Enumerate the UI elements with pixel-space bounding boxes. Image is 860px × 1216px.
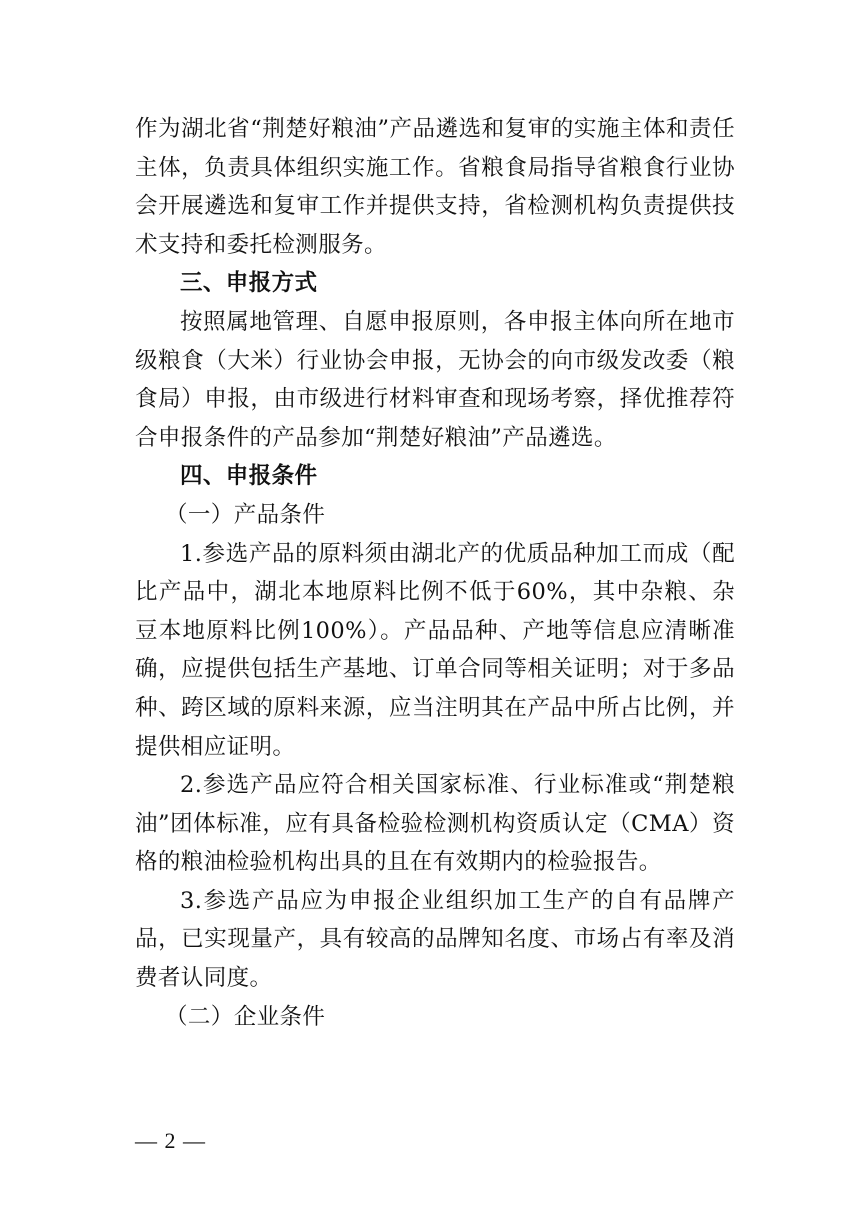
paragraph-condition-2: 2.参选产品应符合相关国家标准、行业标准或“荆楚粮油”团体标准，应有具备检验检测机构资质认定（CMA）资格的粮油检验机构出具的且在有效期内的检验报告。 xyxy=(135,772,735,876)
paragraph-application-method: 按照属地管理、自愿申报原则，各申报主体向所在地市级粮食（大米）行业协会申报，无协会的向市级发改委（粮食局）申报，由市级进行材料审查和现场考察，择优推荐符合申报条件的产品参加“荆楚好粮油”产品遴选。 xyxy=(135,308,735,451)
page-number: — 2 — xyxy=(135,1128,206,1153)
subheading-product-conditions: （一）产品条件 xyxy=(165,501,326,528)
heading-application-method: 三、申报方式 xyxy=(180,270,318,297)
subheading-enterprise-conditions: （二）企业条件 xyxy=(165,1003,326,1030)
paragraph-condition-1: 1.参选产品的原料须由湖北产的优质品种加工而成（配比产品中，湖北本地原料比例不低于60%，其中杂粮、杂豆本地原料比例100%）。产品品种、产地等信息应清晰准确，应提供包括生产基地、订单合同等相关证明；对于多品种、跨区域的原料来源，应当注明其在产品中所占比例，并提供相应证明。 xyxy=(135,540,735,760)
body-text xyxy=(135,110,735,1036)
paragraph-implementation: 作为湖北省“荆楚好粮油”产品遴选和复审的实施主体和责任主体，负责具体组织实施工作。省粮食局指导省粮食行业协会开展遴选和复审工作并提供支持，省检测机构负责提供技术支持和委托检测服务。 xyxy=(135,116,735,258)
heading-application-conditions: 四、申报条件 xyxy=(180,463,318,490)
paragraph-condition-3: 3.参选产品应为申报企业组织加工生产的自有品牌产品，已实现量产，具有较高的品牌知名度、市场占有率及消费者认同度。 xyxy=(135,887,735,992)
